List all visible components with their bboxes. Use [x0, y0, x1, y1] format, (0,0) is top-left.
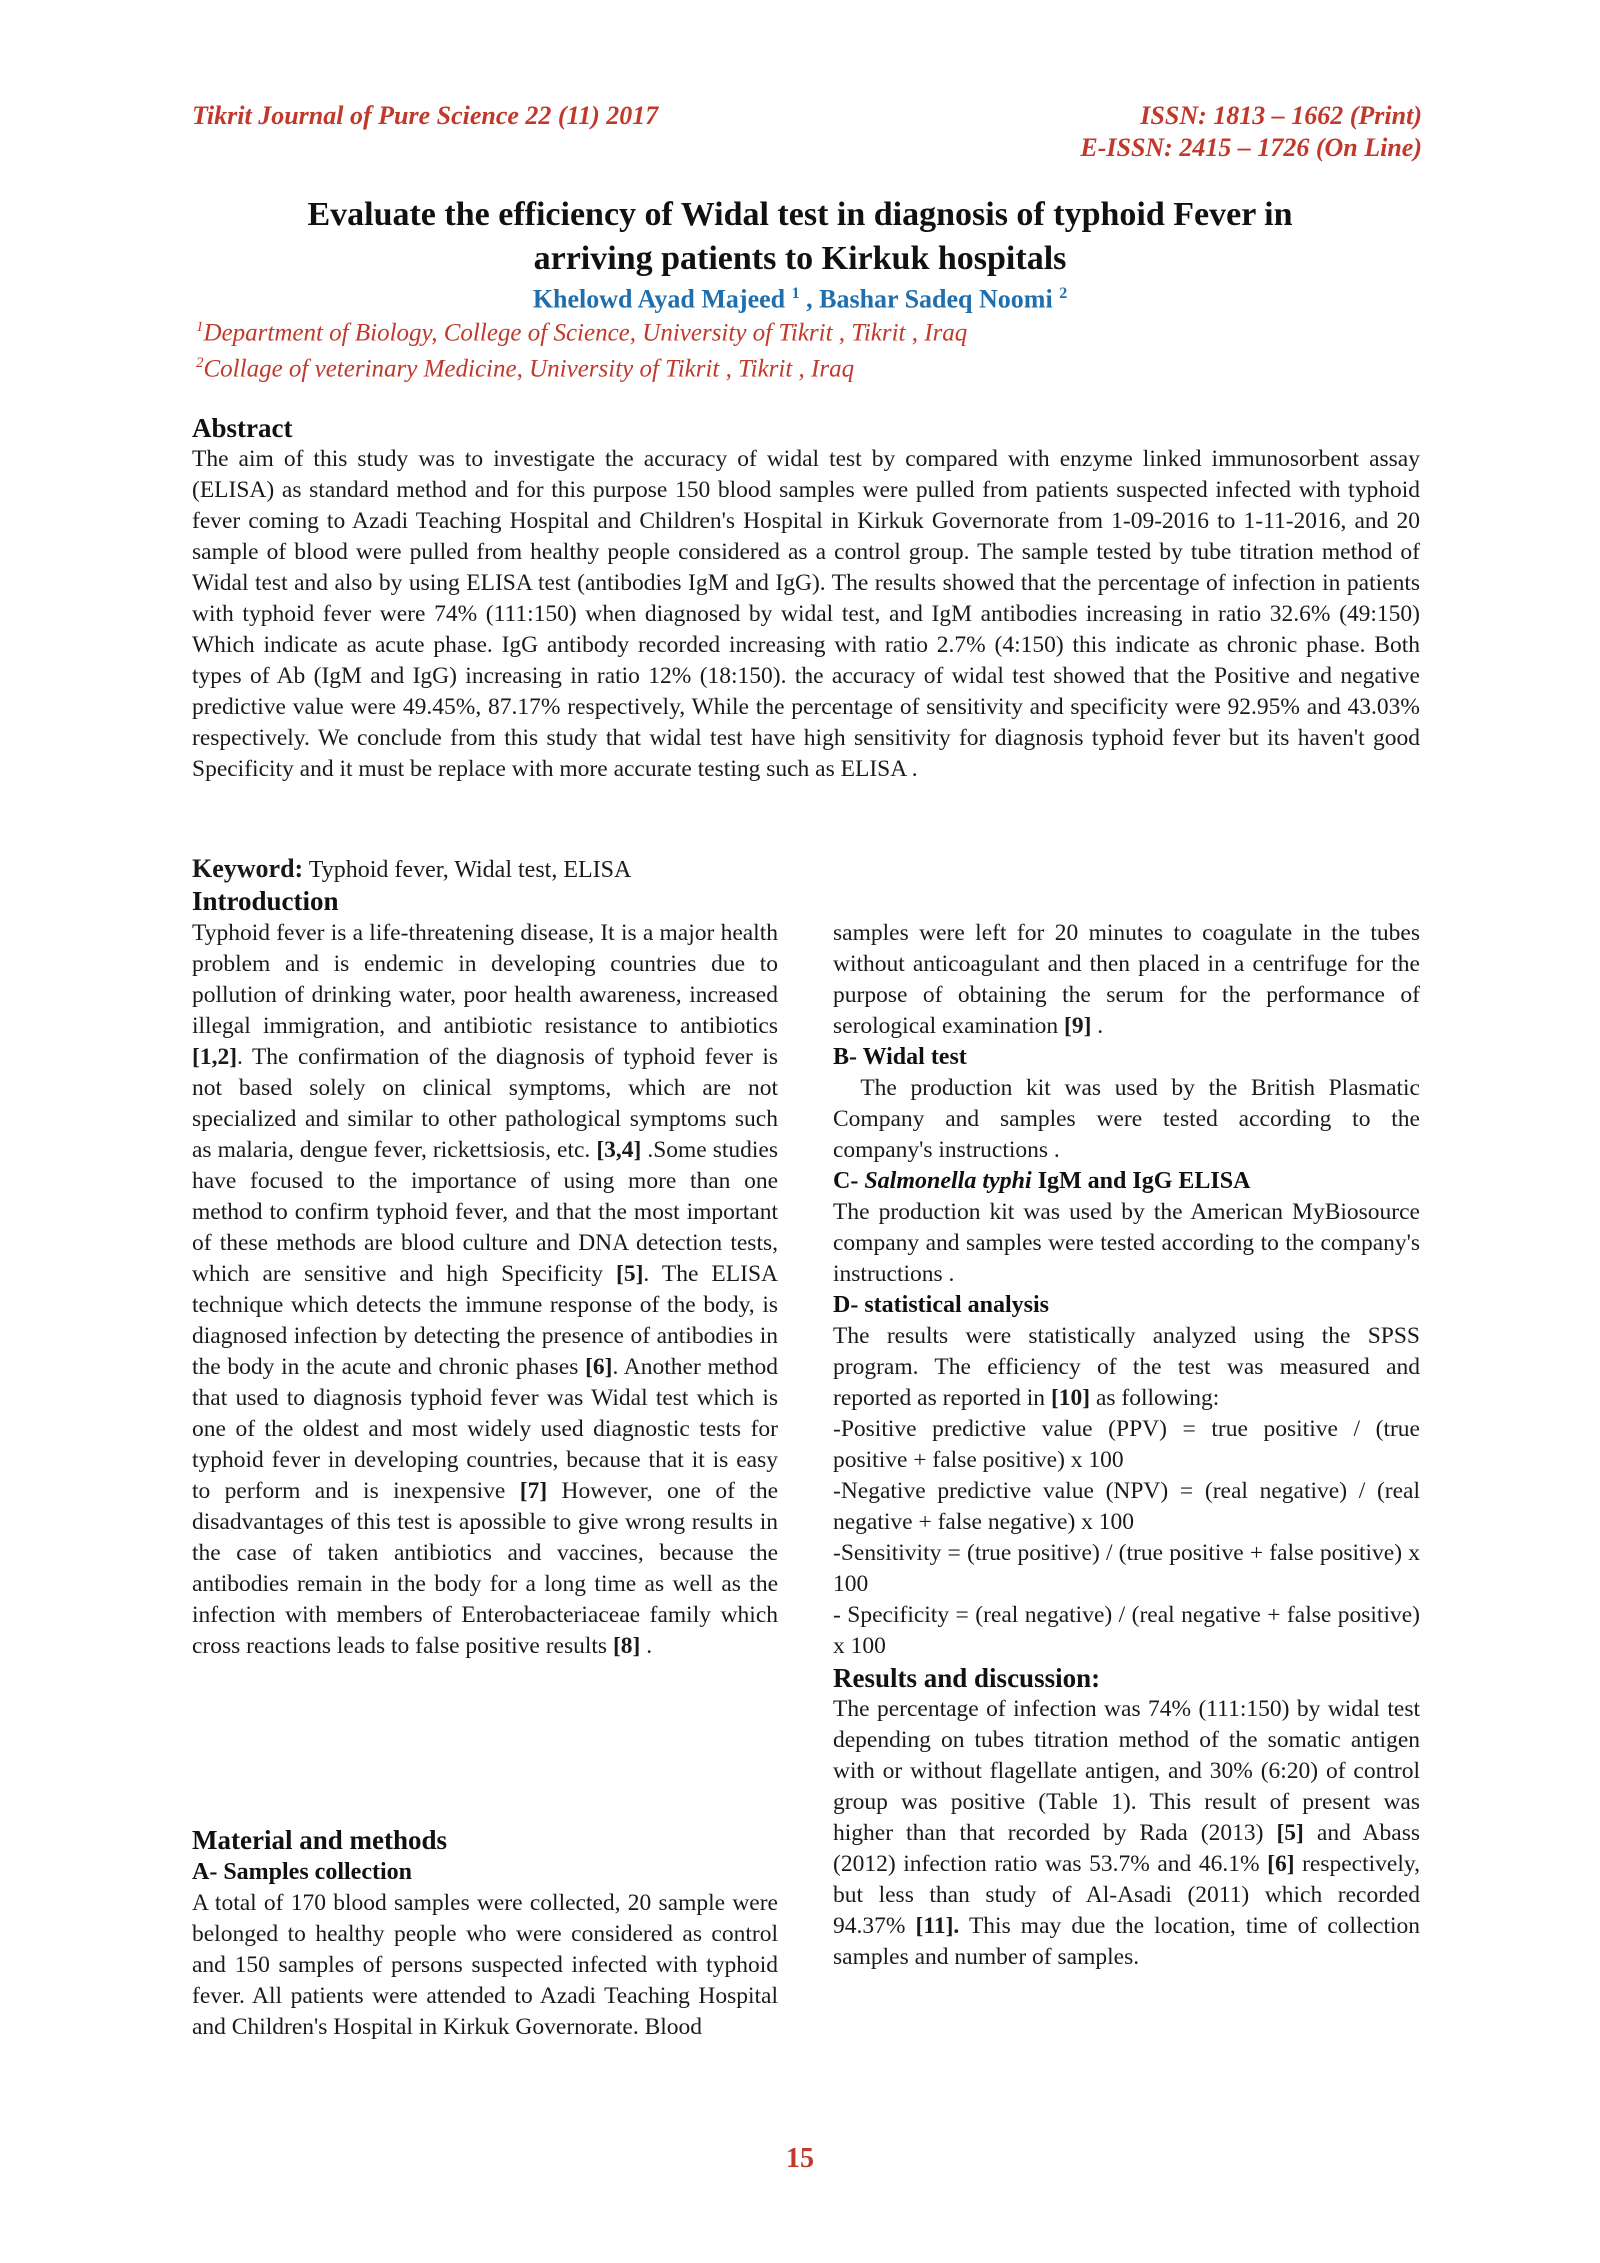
author-2: Bashar Sadeq Noomi [819, 284, 1053, 314]
samples-continued [833, 918, 1420, 1042]
title-line-1: Evaluate the efficiency of Widal test in diagnosis of typhoid Fever in [307, 196, 1293, 233]
keyword-text: Typhoid fever, Widal test, ELISA [303, 857, 632, 883]
affiliations [196, 312, 967, 385]
methods-heading: Material and methods [192, 1825, 447, 1855]
results-part: respectively, but less than study of Al-Asadi (2011) which recorded 94.37% [833, 1851, 1420, 1939]
widal-heading: B- Widal test [833, 1044, 967, 1070]
elisa-heading-prefix: C- [833, 1168, 865, 1194]
intro-part: . The ELISA technique which detects the immune response of the body, is diagnosed infection by detecting the presence of antibodies in the body in the acute and chronic phases [192, 1261, 779, 1380]
results-part: and Abass (2012) infection ratio was 53.7% and 46.1% [833, 1820, 1420, 1877]
samples-heading: A- Samples collection [192, 1859, 412, 1885]
title-line-2: arriving patients to Kirkuk hospitals [533, 240, 1067, 277]
citation: [6] [1267, 1851, 1295, 1877]
samples-text: A total of 170 blood samples were collected, 20 sample were belonged to healthy people who were considered as control and 150 samples of persons suspected infected with typhoid fever. All patients were attended to Azadi Teaching Hospital and Children's Hospital in Kirkuk Governorate. Blood [192, 1890, 778, 2040]
formula-ppv: -Positive predictive value (PPV) = true positive / (true positive + false positive) x 100 [833, 1416, 1420, 1473]
affiliation-2-text: Collage of veterinary Medicine, University of Tikrit , Tikrit , Iraq [203, 355, 855, 383]
stat-part: The results were statistically analyzed using the SPSS program. The efficiency of the test was measured and reported as reported in [833, 1323, 1420, 1411]
intro-part: . The confirmation of the diagnosis of typhoid fever is not based solely on clinical symptoms, which are not specialized and similar to other pathological symptoms such as malaria, dengue fever, rickettsiosis, etc. [192, 1044, 778, 1163]
keywords [192, 853, 631, 886]
intro-part: Typhoid fever is a life-threatening disease, It is a major health problem and is endemic in developing countries due to pollution of drinking water, poor health awareness, increased illegal immigration, and antibiotic resistance to antibiotics [192, 920, 778, 1039]
elisa-heading-suffix: IgM and IgG ELISA [1031, 1168, 1251, 1194]
citation: [11]. [915, 1913, 960, 1939]
statistics-heading: D- statistical analysis [833, 1292, 1049, 1318]
intro-part: However, one of the disadvantages of this test is apossible to give wrong results in the case of taken antibiotics and vaccines, because the antibodies remain in the body for a long time as well as the infection with members of Enterobacteriaceae family which cross reactions leads to false positive results [192, 1478, 778, 1659]
author-2-affil: 2 [1059, 285, 1068, 302]
intro-part: . [640, 1633, 653, 1659]
results-part: The percentage of infection was 74% (111:150) by widal test depending on tubes titration method of the somatic antigen with or without flagellate antigen, and 30% (6:20) of control group was positive (Table 1). This result of present was higher than that recorded by Rada (2013) [833, 1696, 1420, 1846]
widal-text: The production kit was used by the British Plasmatic Company and samples were tested according to the company's instructions . [833, 1075, 1426, 1163]
citation: [5] [1276, 1820, 1304, 1846]
introduction-text [192, 918, 778, 1662]
elisa-heading-organism: Salmonella typhi [864, 1168, 1032, 1194]
results-part: This may due the location, time of collection samples and number of samples. [833, 1913, 1421, 1970]
statistics-text [833, 1321, 1420, 1414]
affiliation-1 [196, 312, 967, 348]
citation: [1,2] [192, 1044, 238, 1070]
formula-npv: -Negative predictive value (NPV) = (real negative) / (real negative + false negative) x 100 [833, 1478, 1420, 1535]
paper-title [180, 193, 1420, 281]
citation: [6] [585, 1354, 613, 1380]
citation: [3,4] [596, 1137, 642, 1163]
intro-part: . Another method that used to diagnosis typhoid fever was Widal test which is one of the oldest and most widely used diagnostic tests for typhoid fever in developing countries, because that it is easy to perform and is inexpensive [192, 1354, 778, 1504]
citation: [9] [1064, 1013, 1092, 1039]
affiliation-1-text: Department of Biology, College of Science, University of Tikrit , Tikrit , Iraq [203, 319, 968, 347]
formula-specificity: - Specificity = (real negative) / (real negative + false positive) x 100 [833, 1602, 1420, 1659]
issn-header [1080, 100, 1422, 164]
right-column [833, 918, 1426, 1973]
intro-part: .Some studies have focused to the importance of using more than one method to confirm typhoid fever, and that the most important of these methods are blood culture and DNA detection tests, which are sensitive and high Specificity [192, 1137, 779, 1287]
affiliation-2 [196, 348, 967, 384]
stat-part: as following: [1090, 1385, 1220, 1411]
author-1: Khelowd Ayad Majeed [532, 284, 786, 314]
results-heading: Results and discussion: [833, 1663, 1101, 1693]
elisa-heading [833, 1166, 1420, 1197]
formula-sensitivity: -Sensitivity = (true positive) / (true positive + false positive) x 100 [833, 1540, 1420, 1597]
samples-end: . [1091, 1013, 1104, 1039]
affiliation-1-marker: 1 [196, 319, 204, 335]
results-text [833, 1694, 1420, 1973]
issn-print: ISSN: 1813 – 1662 (Print) [1140, 101, 1422, 130]
affiliation-2-marker: 2 [196, 355, 204, 372]
citation: [10] [1050, 1385, 1091, 1411]
author-separator: , [799, 284, 820, 314]
abstract-heading: Abstract [192, 413, 293, 443]
elisa-text: The production kit was used by the American MyBiosource company and samples were tested according to the company's instructions . [833, 1199, 1420, 1287]
citation: [8] [612, 1633, 641, 1659]
citation: [7] [519, 1478, 548, 1504]
citation: [5] [616, 1261, 644, 1287]
author-1-affil: 1 [791, 285, 800, 302]
page-number: 15 [786, 2143, 814, 2174]
keyword-label: Keyword: [192, 854, 304, 883]
abstract-text: The aim of this study was to investigate the accuracy of widal test by compared with enzyme linked immunosorbent assay (ELISA) as standard method and for this purpose 150 blood samples were pulled from patients suspected infected with typhoid fever coming to Azadi Teaching Hospital and Children's Hospital in Kirkuk Governorate from 1-09-2016 to 1-11-2016, and 20 sample of blood were pulled from healthy people considered as a control group. The sample tested by tube titration method of Widal test and also by using ELISA test (antibodies IgM and IgG). The results showed that the percentage of infection in patients with typhoid fever were 74% (111:150) when diagnosed by widal test, and IgM antibodies increasing in ratio 32.6% (49:150) Which indicate as acute phase. IgG antibody recorded increasing with ratio 2.7% (4:150) this indicate as chronic phase. Both types of Ab (IgM and IgG) increasing in ratio 12% (18:150). the accuracy of widal test showed that the Positive and negative predictive value were 49.45%, 87.17% respectively, While the percentage of sensitivity and specificity were 92.95% and 43.03% respectively. We conclude from this study that widal test have high sensitivity for diagnosis typhoid fever but its haven't good Specificity and it must be replace with more accurate testing such as ELISA . [192, 446, 1420, 782]
introduction-heading: Introduction [192, 886, 339, 916]
samples-cont-text: samples were left for 20 minutes to coagulate in the tubes without anticoagulant and then placed in a centrifuge for the purpose of obtaining the serum for the performance of serological examination [833, 920, 1420, 1039]
journal-header: Tikrit Journal of Pure Science 22 (11) 2017 [192, 101, 659, 130]
author-list [180, 278, 1420, 316]
issn-online: E-ISSN: 2415 – 1726 (On Line) [1080, 133, 1422, 162]
